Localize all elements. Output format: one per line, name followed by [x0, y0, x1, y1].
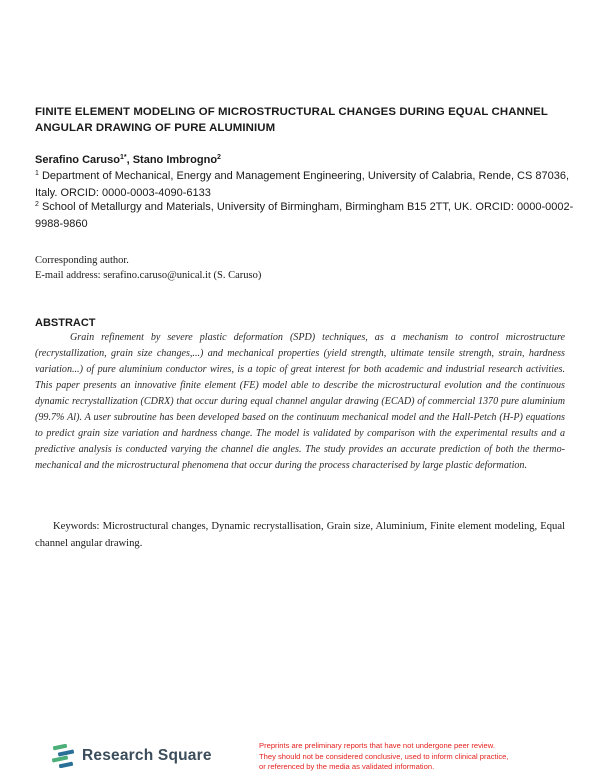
affiliation-text: Department of Mechanical, Energy and Management Engineering, University of Calabria, Rende, CS 87036, Italy. ORCID: 0000-0003-4090-6133: [35, 170, 570, 199]
affiliation-number: 1: [35, 170, 39, 177]
author-list: [35, 153, 575, 168]
author-superscript: 1*: [119, 154, 127, 161]
corresponding-author-label: Corresponding author.: [35, 255, 129, 266]
disclaimer-line: Preprints are preliminary reports that have not undergone peer review.: [259, 741, 495, 750]
author-name: Stano Imbrogno: [132, 154, 218, 166]
research-square-logo: [50, 741, 212, 771]
author-separator: ,: [126, 154, 133, 166]
author-name: Serafino Caruso: [35, 154, 120, 166]
affiliation: [35, 199, 575, 233]
affiliation-text: School of Metallurgy and Materials, University of Birmingham, Birmingham B15 2TT, UK. ORCID: 0000-0002-9988-9860: [35, 201, 574, 230]
research-square-brand: Research Square: [82, 747, 212, 764]
abstract-heading: ABSTRACT: [35, 317, 96, 329]
corresponding-author-block: [35, 253, 575, 283]
affiliation: [35, 168, 575, 202]
affiliation-number: 2: [35, 201, 39, 208]
paper-title: FINITE ELEMENT MODELING OF MICROSTRUCTURAL CHANGES DURING EQUAL CHANNEL ANGULAR DRAWING OF PURE ALUMINIUM: [35, 106, 548, 134]
disclaimer-line: or referenced by the media as validated information.: [259, 762, 435, 771]
abstract-text: Grain refinement by severe plastic deformation (SPD) techniques, as a mechanism to control microstructure (recrystallization, grain size changes,...) and mechanical properties (yield strength, ultimate tensile strength, strain, hardness variation...) of pure aluminium conductor wires, is a topic of great interest for both academic and industrial research activities. This paper presents an innovative finite element (FE) model able to describe the microstructural evolution and the continuous dynamic recrystallization (CDRX) that occur during equal channel angular drawing (ECAD) of commercial 1370 pure aluminium (99.7% Al). A user subroutine has been developed based on the continuum mechanical model and the Hall-Petch (H-P) equations to predict grain size variation and hardness change. The model is validated by comparison with the experimental results and a predictive analysis is conducted varying the channel die angles. The study provides an accurate prediction of both the thermo-mechanical and the microstructural phenomena that occur during the process characterised by large plastic deformation.: [35, 332, 565, 471]
research-square-icon: [50, 744, 76, 768]
preprint-disclaimer: [259, 741, 559, 773]
disclaimer-line: They should not be considered conclusive, used to inform clinical practice,: [259, 751, 509, 761]
corresponding-email: E-mail address: serafino.caruso@unical.it (S. Caruso): [35, 270, 262, 281]
author-superscript: 2: [217, 154, 221, 161]
keywords: Keywords: Microstructural changes, Dynamic recrystallisation, Grain size, Aluminium, Finite element modeling, Equal channel angular drawing.: [35, 521, 565, 549]
